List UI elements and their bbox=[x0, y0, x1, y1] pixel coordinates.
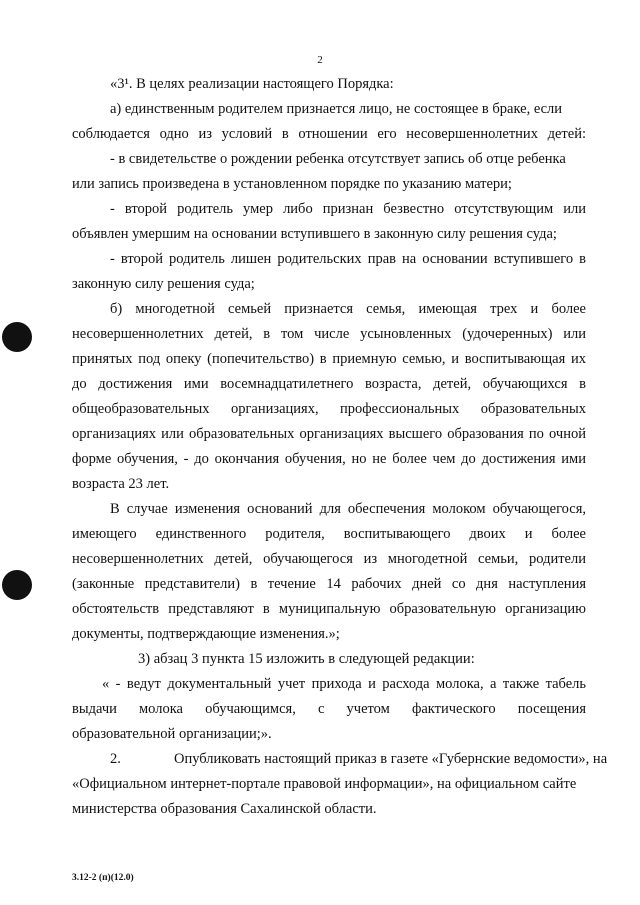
text-line: организациях или образовательных организациях высшего образования по очной bbox=[72, 426, 586, 442]
text-line: образовательной организации;». bbox=[72, 726, 272, 742]
text-line: 3) абзац 3 пункта 15 изложить в следующей редакции: bbox=[138, 651, 475, 667]
item-number: 2. bbox=[110, 751, 121, 767]
text-line: возраста 23 лет. bbox=[72, 476, 170, 492]
text-line: - второй родитель лишен родительских прав на основании вступившего в bbox=[110, 251, 586, 267]
page-number: 2 bbox=[317, 54, 323, 66]
text-line: общеобразовательных организациях, профессиональных образовательных bbox=[72, 401, 586, 417]
text-line: до достижения ими восемнадцатилетнего возраста, детей, обучающихся в bbox=[72, 376, 586, 392]
text-line: а) единственным родителем признается лицо, не состоящее в браке, если bbox=[110, 101, 563, 117]
text-line: несовершеннолетних детей, в том числе усыновленных (удочеренных) или bbox=[72, 326, 586, 342]
text-line: выдачи молока обучающимся, с учетом фактического посещения bbox=[72, 701, 586, 717]
text-line: законную силу решения суда; bbox=[72, 276, 255, 292]
text-line: министерства образования Сахалинской области. bbox=[72, 801, 377, 817]
document-body bbox=[72, 72, 608, 822]
punch-hole-top bbox=[2, 322, 32, 352]
text-line: несовершеннолетних детей, обучающегося из многодетной семьи, родители bbox=[72, 551, 586, 567]
text-line: обстоятельств представляют в муниципальную образовательную организацию bbox=[72, 601, 586, 617]
text-line: имеющего единственного родителя, воспитывающего двоих и более bbox=[72, 526, 586, 542]
text-line: В случае изменения оснований для обеспечения молоком обучающегося, bbox=[110, 501, 586, 517]
text-line: объявлен умершим на основании вступившего в законную силу решения суда; bbox=[72, 226, 557, 242]
text-line: форме обучения, - до окончания обучения, но не более чем до достижения ими bbox=[72, 451, 586, 467]
text-line: принятых под опеку (попечительство) в приемную семью, и воспитывающая их bbox=[72, 351, 586, 367]
punch-hole-bottom bbox=[2, 570, 32, 600]
text-line: « - ведут документальный учет прихода и расхода молока, а также табель bbox=[102, 676, 586, 692]
numbered-item-line bbox=[72, 747, 608, 772]
text-line: или запись произведена в установленном порядке по указанию матери; bbox=[72, 176, 512, 192]
text-line: «3¹. В целях реализации настоящего Порядка: bbox=[110, 76, 394, 92]
text-line: документы, подтверждающие изменения.»; bbox=[72, 626, 340, 642]
text-line: соблюдается одно из условий в отношении его несовершеннолетних детей: bbox=[72, 126, 586, 142]
document-code-footer: 3.12-2 (п)(12.0) bbox=[72, 873, 134, 883]
text-line: - в свидетельстве о рождении ребенка отсутствует запись об отце ребенка bbox=[110, 151, 566, 167]
text-line: (законные представители) в течение 14 рабочих дней со дня наступления bbox=[72, 576, 586, 592]
text-line: «Официальном интернет-портале правовой информации», на официальном сайте bbox=[72, 776, 577, 792]
text-line: б) многодетной семьей признается семья, имеющая трех и более bbox=[110, 301, 586, 317]
text-line: Опубликовать настоящий приказ в газете «Губернские ведомости», на bbox=[174, 751, 608, 767]
text-line: - второй родитель умер либо признан безвестно отсутствующим или bbox=[110, 201, 586, 217]
